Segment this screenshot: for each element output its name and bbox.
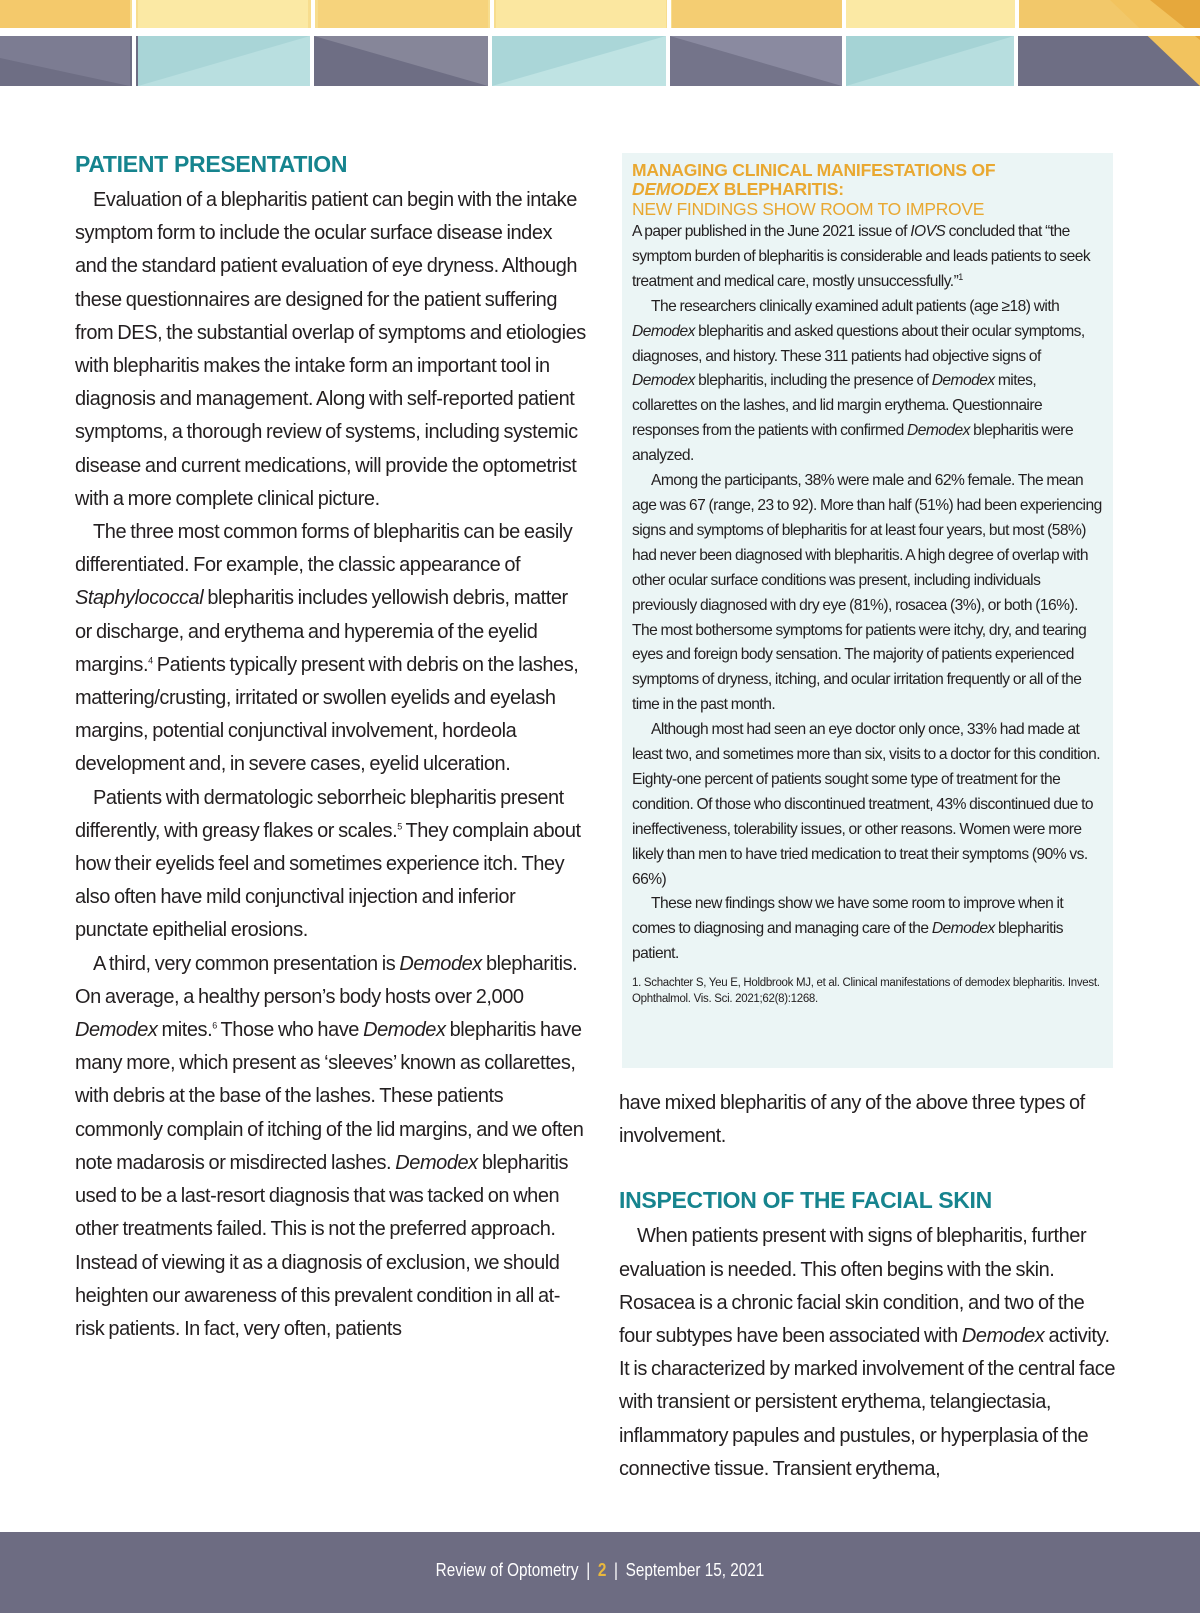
paragraph-seborrheic: Patients with dermatologic seborrheic blepharitis present differently, with greasy flakes or scales.$^5$ They complain about how their eyelids feel and sometimes experience itch. They also often have mild conjunctival injection and inferior punctate epithelial erosions. (75, 786, 581, 942)
paragraph-continued: have mixed blepharitis of any of the above three types of involvement. (619, 1092, 1085, 1148)
sidebar-paragraph-3: Among the participants, 38% were male and 62% female. The mean age was 67 (range, 23 to 92). More than half (51%) had been experiencing signs and symptoms of blepharitis for at least four years, but most (58%) had never been diagnosed with blepharitis. A high degree of overlap with other ocular surface conditions was present, including individuals previously diagnosed with dry eye (81%), rosacea (3%), or both (16%). The most bothersome symptoms for patients were itchy, dry, and tearing eyes and foreign body sensation. The majority of patients experienced symptoms of dryness, itching, and ocular irritation frequently or all of the time in the past month. (632, 472, 1102, 714)
sidebar-paragraph-1: A paper published in the June 2021 issue of IOVS concluded that “the symptom burden of blepharitis is considerable and leads patients to seek treatment and medical care, mostly unsuccessfully.”$^1$ (632, 223, 1091, 290)
sidebar-box-demodex-findings (622, 153, 1113, 1068)
sidebar-paragraph-2: The researchers clinically examined adult patients (age ≥18) with Demodex blepharitis and asked questions about their ocular symptoms, diagnoses, and history. These 311 patients had objective signs of Demodex blepharitis, including the presence of Demodex mites, collarettes on the lashes, and lid margin erythema. Questionnaire responses from the patients with confirmed Demodex blepharitis were analyzed. (632, 297, 1085, 465)
sidebar-paragraph-5: These new findings show we have some room to improve when it comes to diagnosing and managing care of the Demodex blepharitis patient. (632, 895, 1064, 963)
sidebar-reference: 1. Schachter S, Yeu E, Holdbrook MJ, et al. Clinical manifestations of demodex blepharitis. Invest. Ophthalmol. Vis. Sci. 2021;62(8):1268. (632, 977, 1100, 1005)
section-heading-patient-presentation: PATIENT PRESENTATION (75, 151, 348, 177)
paragraph-evaluation: Evaluation of a blepharitis patient can begin with the intake symptom form to include the ocular surface disease index and the standard patient evaluation of eye dryness. Although these questionnaires are designed for the patient suffering from DES, the substantial overlap of symptoms and etiologies with blepharitis makes the intake form an important tool in diagnosis and management. Along with self-reported patient symptoms, a thorough review of systems, including systemic disease and current medications, will provide the optometrist with a more complete clinical picture. (75, 189, 586, 510)
paragraph-facial-skin: When patients present with signs of blepharitis, further evaluation is needed. This often begins with the skin. Rosacea is a chronic facial skin condition, and two of the four subtypes have been associated with Demodex activity. It is characterized by marked involvement of the central face with transient or persistent erythema, telangiectasia, inflammatory papules and pustules, or hyperplasia of the connective tissue. Transient erythema, (619, 1225, 1116, 1480)
footer-separator: | (614, 1560, 618, 1580)
page-footer (0, 1532, 1200, 1613)
footer-text (90, 1560, 1110, 1581)
right-column (619, 1087, 1121, 1486)
decorative-header-banner (0, 0, 1200, 86)
footer-publication: Review of Optometry (435, 1560, 579, 1580)
paragraph-demodex: A third, very common presentation is Demodex blepharitis. On average, a healthy person’s body hosts over 2,000 Demodex mites.$^6$ Those who have Demodex blepharitis have many more, which present as ‘sleeves’ known as collarettes, with debris at the base of the lashes. These patients commonly complain of itching of the lid margins, and we often note madarosis or misdirected lashes. Demodex blepharitis used to be a last-resort diagnosis that was tacked on when other treatments failed. This is not the preferred approach. Instead of viewing it as a diagnosis of exclusion, we should heighten our awareness of this prevalent condition in all at-risk patients. In fact, very often, patients (75, 952, 584, 1340)
left-column (75, 150, 587, 1346)
sidebar-title: MANAGING CLINICAL MANIFESTATIONS OF DEMODEX BLEPHARITIS: (632, 160, 996, 199)
footer-separator: | (586, 1560, 591, 1580)
paragraph-three-forms: The three most common forms of blepharitis can be easily differentiated. For example, the classic appearance of Staphylococcal blepharitis includes yellowish debris, matter or discharge, and erythema and hyperemia of the eyelid margins.$^4$ Patients typically present with debris on the lashes, mattering/crusting, irritated or swollen eyelids and eyelash margins, potential conjunctival involvement, hordeola development and, in severe cases, eyelid ulceration. (75, 521, 579, 776)
sidebar-paragraph-4: Although most had seen an eye doctor only once, 33% had made at least two, and sometimes more than six, visits to a doctor for this condition. Eighty-one percent of patients sought some type of treatment for the condition. Of those who discontinued treatment, 43% discontinued due to ineffectiveness, tolerability issues, or other reasons. Women were more likely than men to have tried medication to treat their symptoms (90% vs. 66%) (632, 721, 1101, 888)
sidebar-subtitle: NEW FINDINGS SHOW ROOM TO IMPROVE (632, 199, 985, 219)
footer-page-number: 2 (597, 1560, 607, 1580)
footer-date: September 15, 2021 (625, 1560, 765, 1580)
section-heading-facial-skin: INSPECTION OF THE FACIAL SKIN (619, 1187, 992, 1214)
